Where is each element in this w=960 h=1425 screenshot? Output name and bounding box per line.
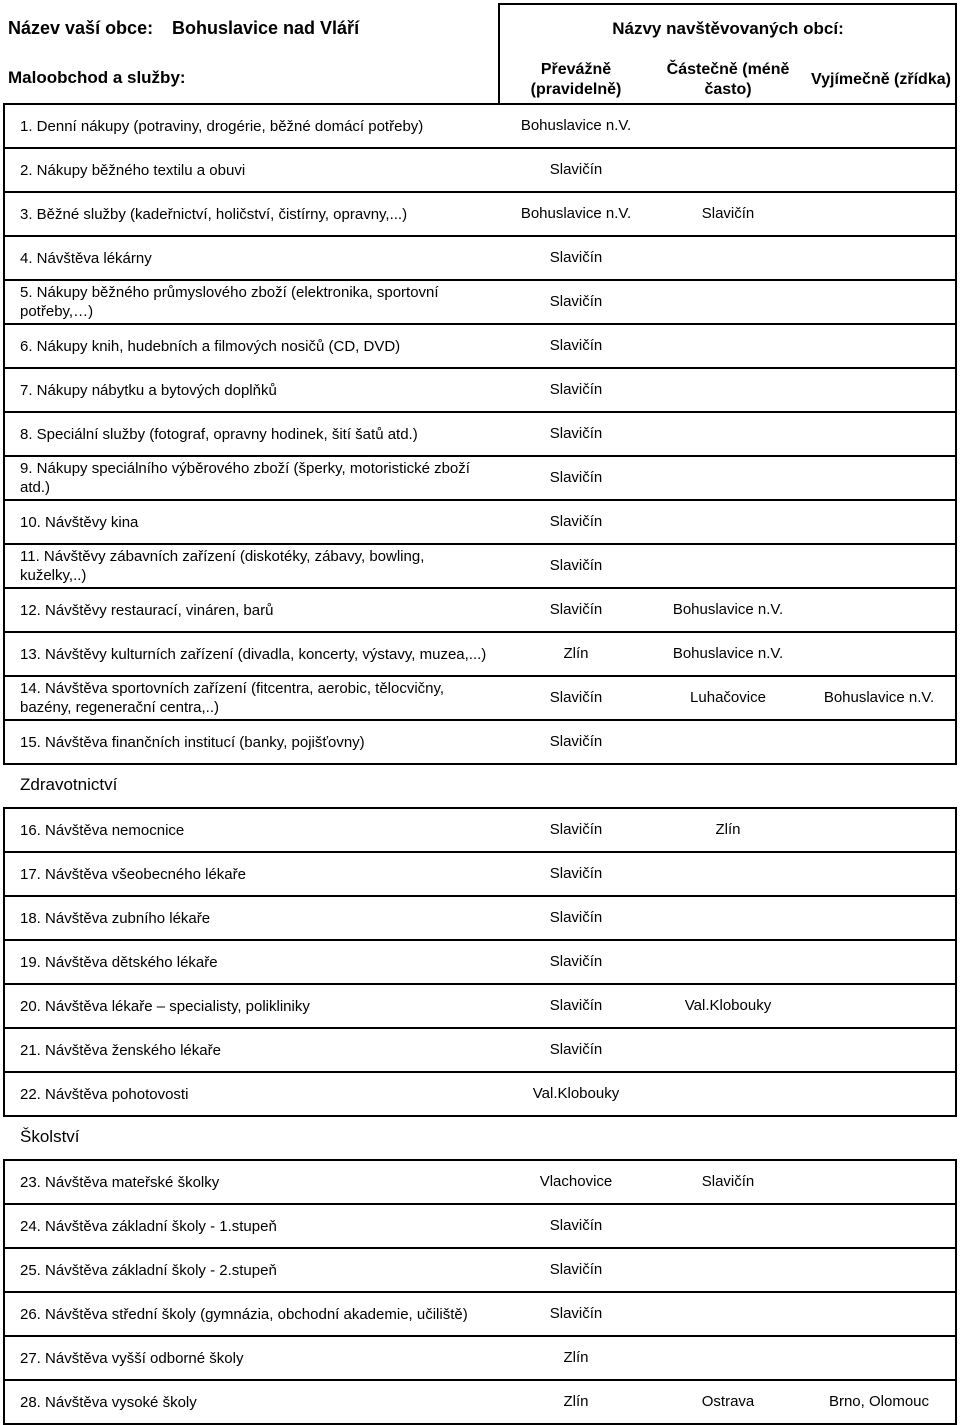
- row-value-c1: Slavičín: [549, 1217, 603, 1234]
- grid-line: [955, 3, 957, 764]
- grid-line: [3, 323, 957, 325]
- row-value-c1: Zlín: [563, 645, 589, 662]
- row-label: 2. Nákupy běžného textilu a obuvi: [20, 161, 246, 179]
- row-value-c3: Brno, Olomouc: [828, 1393, 930, 1410]
- row-label: 28. Návštěva vysoké školy: [20, 1393, 197, 1411]
- grid-line: [955, 1159, 957, 1424]
- grid-line: [3, 1071, 957, 1073]
- grid-line: [955, 807, 957, 1116]
- row-value-c1: Slavičín: [549, 601, 603, 618]
- row-value-c1: Slavičín: [549, 1305, 603, 1322]
- row-label: 5. Nákupy běžného průmyslového zboží (elektronika, sportovní potřeby,…): [20, 284, 439, 320]
- grid-line: [3, 587, 957, 589]
- grid-line: [3, 103, 957, 105]
- row-label: 23. Návštěva mateřské školky: [20, 1173, 220, 1191]
- row-value-c1: Slavičín: [549, 513, 603, 530]
- row-value-c2: Ostrava: [701, 1393, 755, 1410]
- row-value-c1: Slavičín: [549, 249, 603, 266]
- row-value-c1: Slavičín: [549, 689, 603, 706]
- retail-section-label: Maloobchod a služby:: [8, 68, 186, 87]
- grid-line: [3, 675, 957, 677]
- grid-line: [3, 631, 957, 633]
- grid-line: [3, 455, 957, 457]
- row-value-c1: Bohuslavice n.V.: [520, 205, 632, 222]
- row-value-c1: Slavičín: [549, 337, 603, 354]
- row-value-c1: Slavičín: [549, 381, 603, 398]
- row-label: 20. Návštěva lékaře – specialisty, polikliniky: [20, 997, 310, 1015]
- row-label: 6. Nákupy knih, hudebních a filmových nosičů (CD, DVD): [20, 337, 401, 355]
- row-label: 15. Návštěva finančních institucí (banky, pojišťovny): [20, 733, 365, 751]
- column-header-mostly: Převážně (pravidelně): [530, 61, 622, 98]
- row-value-c3: Bohuslavice n.V.: [823, 689, 935, 706]
- row-label: 13. Návštěvy kulturních zařízení (divadla, koncerty, výstavy, muzea,...): [20, 645, 487, 663]
- row-label: 17. Návštěva všeobecného lékaře: [20, 865, 246, 883]
- row-value-c2: Luhačovice: [690, 689, 766, 706]
- visited-municipalities-title: Názvy navštěvovaných obcí:: [612, 19, 844, 38]
- grid-line: [3, 147, 957, 149]
- grid-line: [3, 279, 957, 281]
- row-value-c1: Vlachovice: [539, 1173, 613, 1190]
- grid-line: [3, 1027, 957, 1029]
- grid-line: [3, 1203, 957, 1205]
- grid-line: [3, 1115, 957, 1117]
- row-value-c1: Slavičín: [549, 733, 603, 750]
- row-label: 12. Návštěvy restaurací, vináren, barů: [20, 601, 274, 619]
- grid-line: [3, 191, 957, 193]
- row-value-c1: Zlín: [563, 1349, 589, 1366]
- row-value-c2: Slavičín: [701, 1173, 755, 1190]
- grid-line: [498, 3, 500, 104]
- row-value-c1: Slavičín: [549, 293, 603, 310]
- section-health: Zdravotnictví: [20, 775, 118, 794]
- row-label: 9. Nákupy speciálního výběrového zboží (šperky, motoristické zboží atd.): [20, 460, 470, 496]
- grid-line: [3, 763, 957, 765]
- row-value-c2: Bohuslavice n.V.: [672, 601, 784, 618]
- row-value-c2: Slavičín: [701, 205, 755, 222]
- row-label: 16. Návštěva nemocnice: [20, 821, 185, 839]
- grid-line: [3, 1159, 957, 1161]
- grid-line: [3, 499, 957, 501]
- row-label: 24. Návštěva základní školy - 1.stupeň: [20, 1217, 277, 1235]
- grid-line: [3, 1379, 957, 1381]
- grid-line: [3, 411, 957, 413]
- row-label: 18. Návštěva zubního lékaře: [20, 909, 211, 927]
- grid-line: [3, 807, 5, 1116]
- row-value-c1: Slavičín: [549, 1261, 603, 1278]
- row-label: 25. Návštěva základní školy - 2.stupeň: [20, 1261, 277, 1279]
- grid-line: [498, 3, 957, 5]
- grid-line: [3, 1159, 5, 1424]
- row-value-c1: Bohuslavice n.V.: [520, 117, 632, 134]
- grid-line: [3, 103, 5, 764]
- row-label: 14. Návštěva sportovních zařízení (fitcentra, aerobic, tělocvičny, bazény, regenerační centra,..): [20, 680, 445, 716]
- row-value-c1: Slavičín: [549, 1041, 603, 1058]
- row-value-c1: Slavičín: [549, 953, 603, 970]
- row-label: 19. Návštěva dětského lékaře: [20, 953, 218, 971]
- row-label: 27. Návštěva vyšší odborné školy: [20, 1349, 244, 1367]
- row-value-c1: Val.Klobouky: [532, 1085, 620, 1102]
- row-value-c1: Slavičín: [549, 557, 603, 574]
- column-header-partly: Částečně (méně často): [666, 61, 790, 98]
- grid-line: [3, 895, 957, 897]
- grid-line: [3, 939, 957, 941]
- row-value-c1: Slavičín: [549, 161, 603, 178]
- column-header-rarely: Vyjímečně (zřídka): [811, 71, 951, 88]
- row-value-c1: Slavičín: [549, 821, 603, 838]
- grid-line: [3, 1291, 957, 1293]
- row-label: 4. Návštěva lékárny: [20, 249, 152, 267]
- municipality-label: Název vaší obce:: [8, 18, 154, 38]
- row-label: 22. Návštěva pohotovosti: [20, 1085, 189, 1103]
- row-value-c2: Val.Klobouky: [684, 997, 772, 1014]
- row-label: 1. Denní nákupy (potraviny, drogérie, běžné domácí potřeby): [20, 117, 424, 135]
- row-label: 11. Návštěvy zábavních zařízení (diskotéky, zábavy, bowling, kuželky,..): [20, 548, 425, 584]
- row-value-c2: Zlín: [715, 821, 741, 838]
- grid-line: [3, 851, 957, 853]
- row-label: 10. Návštěvy kina: [20, 513, 139, 531]
- municipality-name: Bohuslavice nad Vláří: [172, 18, 360, 38]
- grid-line: [3, 807, 957, 809]
- row-value-c1: Slavičín: [549, 997, 603, 1014]
- grid-line: [3, 543, 957, 545]
- row-label: 3. Běžné služby (kadeřnictví, holičství, čistírny, opravny,...): [20, 205, 408, 223]
- row-value-c2: Bohuslavice n.V.: [672, 645, 784, 662]
- grid-line: [3, 1335, 957, 1337]
- grid-line: [3, 719, 957, 721]
- section-school: Školství: [20, 1127, 80, 1146]
- grid-line: [3, 367, 957, 369]
- row-value-c1: Slavičín: [549, 425, 603, 442]
- grid-line: [3, 1247, 957, 1249]
- row-label: 26. Návštěva střední školy (gymnázia, obchodní akademie, učiliště): [20, 1305, 468, 1323]
- row-value-c1: Zlín: [563, 1393, 589, 1410]
- grid-line: [3, 235, 957, 237]
- row-value-c1: Slavičín: [549, 865, 603, 882]
- row-value-c1: Slavičín: [549, 909, 603, 926]
- row-label: 21. Návštěva ženského lékaře: [20, 1041, 221, 1059]
- grid-line: [3, 983, 957, 985]
- row-label: 7. Nákupy nábytku a bytových doplňků: [20, 381, 277, 399]
- row-value-c1: Slavičín: [549, 469, 603, 486]
- row-label: 8. Speciální služby (fotograf, opravny hodinek, šití šatů atd.): [20, 425, 418, 443]
